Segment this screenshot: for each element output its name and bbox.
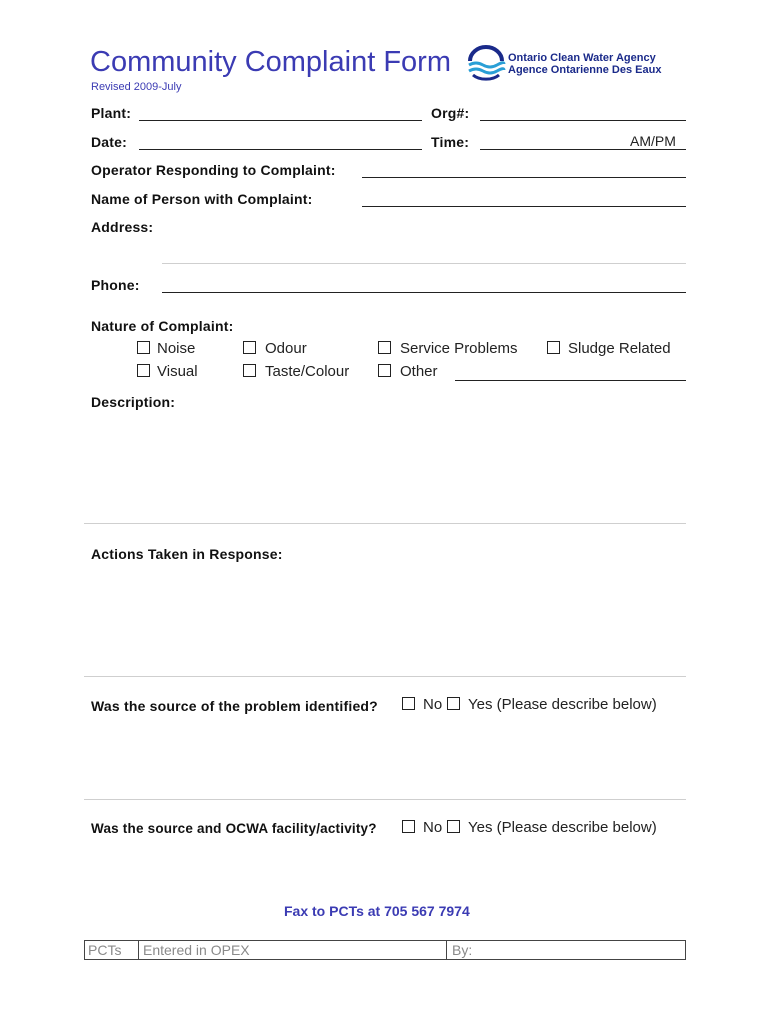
source-identified-yes-checkbox[interactable] [447,697,460,710]
odour-checkbox[interactable] [243,341,256,354]
visual-checkbox[interactable] [137,364,150,377]
odour-option-label: Odour [265,340,307,357]
source-identified-yes-label: Yes (Please describe below) [468,696,657,713]
source-identified-no-checkbox[interactable] [402,697,415,710]
other-checkbox[interactable] [378,364,391,377]
service-problems-option-label: Service Problems [400,340,518,357]
actions-label: Actions Taken in Response: [91,546,283,562]
actions-field[interactable] [84,676,686,677]
date-field[interactable] [139,149,422,150]
sludge-related-checkbox[interactable] [547,341,560,354]
operator-field[interactable] [362,177,686,178]
ocwa-logo-icon [466,45,506,81]
source-identified-question: Was the source of the problem identified? [91,698,378,714]
taste-colour-checkbox[interactable] [243,364,256,377]
time-field[interactable] [480,149,686,150]
divider [138,941,139,959]
description-label: Description: [91,394,176,410]
plant-field[interactable] [139,120,422,121]
fax-instruction: Fax to PCTs at 705 567 7974 [284,903,470,919]
ocwa-facility-yes-label: Yes (Please describe below) [468,819,657,836]
description-field[interactable] [84,523,686,524]
by-cell: By: [452,942,473,958]
office-use-box [84,940,686,960]
source-identified-no-label: No [423,696,443,713]
entered-in-opex-cell: Entered in OPEX [143,942,250,958]
other-option-label: Other [400,363,438,380]
person-label: Name of Person with Complaint: [91,191,313,207]
org-name-english: Ontario Clean Water Agency [508,52,656,64]
ocwa-facility-no-checkbox[interactable] [402,820,415,833]
ocwa-facility-yes-checkbox[interactable] [447,820,460,833]
operator-label: Operator Responding to Complaint: [91,162,336,178]
source-identified-field[interactable] [84,799,686,800]
plant-label: Plant: [91,105,132,121]
am-pm-text: AM/PM [630,133,676,149]
time-label: Time: [431,134,470,150]
org-number-field[interactable] [480,120,686,121]
visual-option-label: Visual [157,363,198,380]
pcts-cell: PCTs [88,942,122,958]
form-title: Community Complaint Form [90,46,451,78]
org-name-french: Agence Ontarienne Des Eaux [508,64,662,76]
divider [446,941,447,959]
phone-field[interactable] [162,292,686,293]
address-label: Address: [91,219,154,235]
other-field[interactable] [455,380,686,381]
service-problems-checkbox[interactable] [378,341,391,354]
org-number-label: Org#: [431,105,470,121]
taste-colour-option-label: Taste/Colour [265,363,350,380]
noise-option-label: Noise [157,340,196,357]
revised-date: Revised 2009-July [91,81,182,93]
date-label: Date: [91,134,128,150]
phone-label: Phone: [91,277,140,293]
ocwa-facility-question: Was the source and OCWA facility/activity? [91,821,377,836]
nature-label: Nature of Complaint: [91,318,234,334]
address-field[interactable] [162,263,686,264]
noise-checkbox[interactable] [137,341,150,354]
person-field[interactable] [362,206,686,207]
ocwa-facility-no-label: No [423,819,443,836]
sludge-related-option-label: Sludge Related [568,340,671,357]
